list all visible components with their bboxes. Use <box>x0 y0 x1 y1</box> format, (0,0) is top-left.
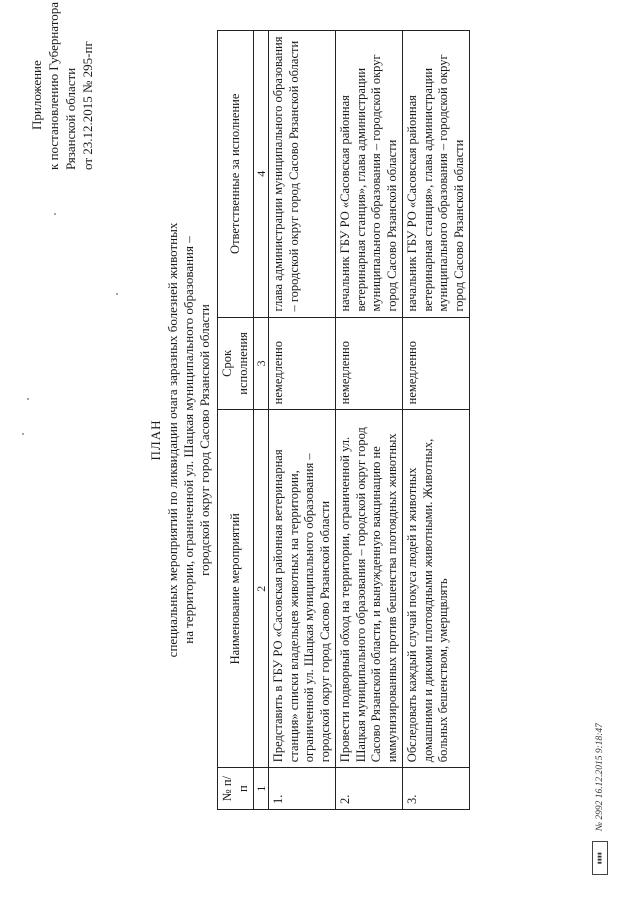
appendix-title: Приложение <box>29 60 44 130</box>
row-term: немедленно <box>336 317 403 410</box>
scan-speck <box>27 398 29 400</box>
column-number-2: 2 <box>254 410 269 768</box>
row-responsible: начальник ГБУ РО «Сасовская районная ветеринарная станция», глава администрации муниципального образования – городской округ город Сасово Рязанской области <box>336 31 403 318</box>
appendix-line-3: от 23.12.2015 № 295-пг <box>80 41 95 170</box>
registration-stamp-text: № 2992 16.12.2015 9:18:47 <box>595 723 605 831</box>
row-action: Обследовать каждый случай покуса людей и животных домашними и дикими плотоядными животными. Животных, больных бешенством, умерщвлять <box>403 410 470 768</box>
column-number-4: 4 <box>254 31 269 318</box>
measures-table <box>217 30 470 810</box>
header-term: Срок исполнения <box>218 317 254 410</box>
scan-speck <box>22 433 24 435</box>
plan-title-block <box>148 175 213 705</box>
registry-logo-icon: ▮▮▮▮ <box>592 841 608 875</box>
column-number-row <box>254 31 269 810</box>
table-row <box>403 31 470 810</box>
appendix-block <box>28 0 96 170</box>
appendix-line-1: к постановлению Губернатора <box>46 1 61 170</box>
row-responsible: начальник ГБУ РО «Сасовская районная ветеринарная станция», глава администрации муниципального образования – городской округ город Сасово Рязанской области <box>403 31 470 318</box>
table-header-row <box>218 31 254 810</box>
column-number-3: 3 <box>254 317 269 410</box>
plan-subtitle-line-3: городской округ город Сасово Рязанской области <box>197 304 212 576</box>
appendix-line-2: Рязанской области <box>63 67 78 170</box>
plan-subtitle-line-2: на территории, ограниченной ул. Шацкая муниципального образования – <box>181 236 196 644</box>
row-term: немедленно <box>269 317 336 410</box>
header-action: Наименование мероприятий <box>218 410 254 768</box>
scan-speck <box>54 213 56 215</box>
header-num: № п/п <box>218 768 254 810</box>
row-term: немедленно <box>403 317 470 410</box>
table-row <box>336 31 403 810</box>
row-num: 2. <box>336 768 403 810</box>
row-action: Провести подворный обход на территории, ограниченной ул. Шацкая муниципального образования – городской округ город Сасово Рязанской области, и вынужденную вакцинацию не иммунизированных против бешенства плотоядных животных <box>336 410 403 768</box>
column-number-1: 1 <box>254 768 269 810</box>
row-responsible: глава администрации муниципального образования – городской округ город Сасово Рязанской области <box>269 31 336 318</box>
plan-subtitle-line-1: специальных мероприятий по ликвидации очага заразных болезней животных <box>165 222 180 658</box>
scan-speck <box>116 293 118 295</box>
plan-heading: ПЛАН <box>148 419 163 461</box>
row-action: Представить в ГБУ РО «Сасовская районная ветеринарная станция» списки владельцев животных на территории, ограниченной ул. Шацкая муниципального образования – городской округ город Сасово Рязанской области <box>269 410 336 768</box>
table-row <box>269 31 336 810</box>
registration-stamp <box>592 723 608 875</box>
header-responsible: Ответственные за исполнение <box>218 31 254 318</box>
row-num: 1. <box>269 768 336 810</box>
row-num: 3. <box>403 768 470 810</box>
